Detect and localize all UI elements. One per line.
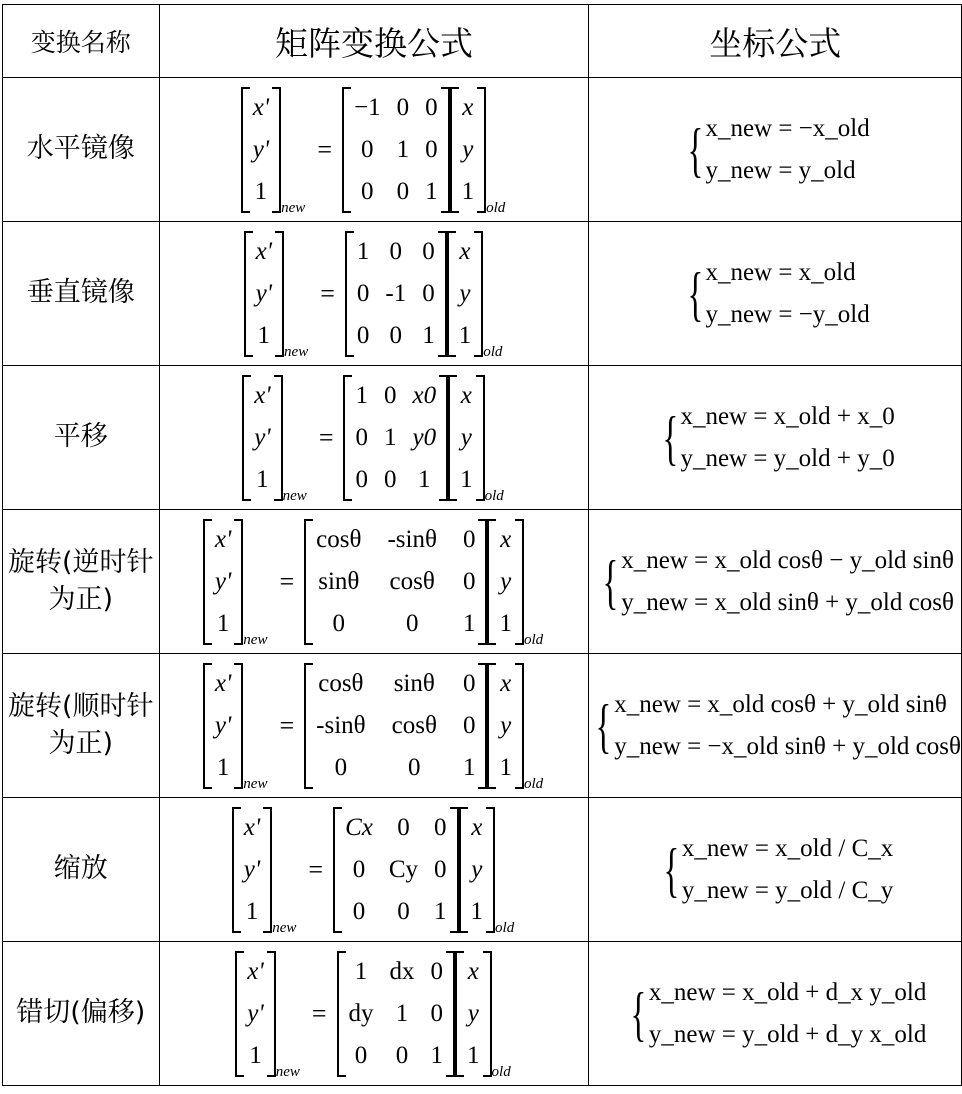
matrix-entry: 0 <box>462 711 476 739</box>
vector-entry: x' <box>254 381 271 409</box>
equals-sign: = <box>320 278 335 308</box>
table-row <box>3 798 962 942</box>
vector-new <box>232 807 272 933</box>
matrix-entry: 0 <box>425 135 438 163</box>
matrix-entry: x0 <box>412 381 437 409</box>
matrix-entry: 0 <box>462 525 476 553</box>
coordinate-formula <box>589 942 962 1086</box>
matrix-entry: 1 <box>430 1041 444 1069</box>
vector-entry: y' <box>214 711 232 739</box>
transform-name: 垂直镜像 <box>3 222 160 366</box>
subscript-new: new <box>243 631 268 648</box>
coordinate-formula <box>589 798 962 942</box>
matrix-entry: 0 <box>389 237 403 265</box>
left-brace: { <box>687 116 703 183</box>
matrix-formula <box>159 78 589 222</box>
vector-entry: x <box>460 381 472 409</box>
matrix-entry: 1 <box>425 177 438 205</box>
formula-line: y_new = y_old + d_y x_old <box>648 1020 927 1048</box>
formula-line: x_new = x_old + d_x y_old <box>648 978 927 1006</box>
matrix-formula <box>159 798 589 942</box>
vector-entry: y' <box>243 855 261 883</box>
matrix-entry: 0 <box>355 465 368 493</box>
matrix-formula <box>159 366 589 510</box>
vector-entry: 1 <box>257 321 271 349</box>
matrix-entry: -sinθ <box>316 711 366 739</box>
formula-line: x_new = x_old + x_0 <box>680 402 895 430</box>
table-row <box>3 942 962 1086</box>
matrix-entry: 0 <box>434 813 447 841</box>
vector-entry: y <box>471 855 483 883</box>
matrix-entry: 0 <box>462 567 476 595</box>
matrix-entry: cosθ <box>316 525 362 553</box>
header-coordinate-formula: 坐标公式 <box>589 5 962 78</box>
vector-entry: 1 <box>499 609 512 637</box>
matrix-entry: 0 <box>422 237 435 265</box>
vector-entry: 1 <box>470 897 484 925</box>
vector-old <box>448 375 485 501</box>
matrix-entry: cosθ <box>389 567 435 595</box>
vector-entry: x <box>459 237 471 265</box>
vector-entry: y <box>462 135 474 163</box>
transform-matrix <box>304 519 487 645</box>
matrix-entry: sinθ <box>318 567 360 595</box>
vector-entry: y' <box>252 135 270 163</box>
formula-line: x_new = x_old / C_x <box>681 834 894 862</box>
matrix-entry: 1 <box>396 135 410 163</box>
transform-name: 错切(偏移) <box>3 942 160 1086</box>
vector-old <box>487 663 524 789</box>
subscript-old: old <box>486 199 506 216</box>
subscript-new: new <box>281 199 306 216</box>
subscript-old: old <box>523 775 544 792</box>
subscript-old: old <box>483 343 503 360</box>
vector-entry: y <box>500 567 512 595</box>
vector-entry: 1 <box>254 177 268 205</box>
transform-matrix <box>343 375 448 501</box>
vector-new <box>203 519 243 645</box>
vector-entry: y' <box>214 567 232 595</box>
matrix-entry: 1 <box>434 897 447 925</box>
matrix-entry: 0 <box>356 321 370 349</box>
matrix-entry: 0 <box>462 669 476 697</box>
subscript-new: new <box>243 775 268 792</box>
coordinate-formula <box>589 654 962 798</box>
vector-new <box>244 231 284 357</box>
equals-sign: = <box>308 854 324 884</box>
transform-name: 旋转(逆时针为正) <box>3 510 160 654</box>
vector-entry: x <box>462 93 474 121</box>
subscript-new: new <box>272 919 297 936</box>
transform-matrix <box>333 807 458 933</box>
formula-line: x_new = x_old cosθ − y_old sinθ <box>621 546 954 574</box>
matrix-entry: 0 <box>422 279 435 307</box>
matrix-entry: sinθ <box>393 669 435 697</box>
left-brace: { <box>662 404 678 471</box>
vector-entry: x <box>467 957 479 985</box>
matrix-entry: 0 <box>395 1041 409 1069</box>
vector-new <box>203 663 243 789</box>
equals-sign: = <box>311 998 327 1028</box>
subscript-new: new <box>284 343 309 360</box>
matrix-entry: 0 <box>425 93 438 121</box>
formula-line: x_new = −x_old <box>705 114 870 142</box>
vector-entry: 1 <box>256 465 269 493</box>
matrix-entry: 0 <box>396 177 410 205</box>
matrix-entry: 1 <box>356 237 370 265</box>
matrix-formula <box>159 222 589 366</box>
matrix-entry: Cx <box>345 813 373 841</box>
vector-entry: y' <box>254 423 271 451</box>
equals-sign: = <box>279 566 295 596</box>
subscript-old: old <box>491 1063 511 1080</box>
transform-name: 水平镜像 <box>3 78 160 222</box>
vector-entry: 1 <box>499 753 512 781</box>
table-row <box>3 366 962 510</box>
subscript-new: new <box>275 1063 300 1080</box>
vector-entry: x <box>471 813 483 841</box>
coordinate-formula <box>589 366 962 510</box>
vector-old <box>450 87 487 213</box>
vector-entry: x' <box>247 957 264 985</box>
formula-line: y_new = y_old / C_y <box>681 876 894 904</box>
vector-entry: x <box>500 669 512 697</box>
subscript-old: old <box>523 631 544 648</box>
matrix-entry: 0 <box>355 423 368 451</box>
formula-line: x_new = x_old <box>705 258 856 286</box>
formula-line: y_new = x_old sinθ + y_old cosθ <box>621 588 954 616</box>
vector-entry: 1 <box>461 177 475 205</box>
vector-entry: x' <box>243 813 261 841</box>
matrix-entry: 1 <box>422 321 435 349</box>
vector-entry: x' <box>252 93 270 121</box>
left-brace: { <box>602 548 619 615</box>
vector-entry: 1 <box>467 1041 480 1069</box>
matrix-formula <box>159 942 589 1086</box>
matrix-entry: -1 <box>385 279 407 307</box>
vector-entry: x <box>500 525 512 553</box>
matrix-entry: 0 <box>383 465 397 493</box>
matrix-entry: 0 <box>430 999 444 1027</box>
equals-sign: = <box>318 422 334 452</box>
matrix-entry: 0 <box>334 753 348 781</box>
coordinate-formula <box>589 222 962 366</box>
equals-sign: = <box>279 710 295 740</box>
vector-entry: y <box>467 999 479 1027</box>
coordinate-formula <box>589 510 962 654</box>
vector-entry: y' <box>255 279 273 307</box>
matrix-entry: 1 <box>418 465 431 493</box>
matrix-entry: 0 <box>354 1041 368 1069</box>
coordinate-formula <box>589 78 962 222</box>
matrix-entry: dy <box>348 999 374 1027</box>
matrix-entry: 1 <box>462 753 476 781</box>
vector-new <box>241 87 281 213</box>
matrix-entry: cosθ <box>391 711 437 739</box>
formula-line: x_new = x_old cosθ + y_old sinθ <box>614 690 947 718</box>
transform-matrix <box>345 231 447 357</box>
vector-entry: 1 <box>216 609 230 637</box>
vector-entry: y <box>459 279 471 307</box>
vector-new <box>235 951 275 1077</box>
matrix-entry: 0 <box>397 897 410 925</box>
vector-entry: y <box>500 711 512 739</box>
matrix-entry: 1 <box>462 609 476 637</box>
vector-entry: 1 <box>460 465 473 493</box>
vector-entry: x' <box>214 669 232 697</box>
vector-entry: 1 <box>249 1041 262 1069</box>
vector-entry: 1 <box>245 897 259 925</box>
matrix-entry: 0 <box>396 93 410 121</box>
matrix-entry: −1 <box>353 93 381 121</box>
header-matrix-formula: 矩阵变换公式 <box>159 5 589 78</box>
vector-old <box>447 231 484 357</box>
transform-matrix <box>304 663 487 789</box>
matrix-entry: 0 <box>383 381 397 409</box>
vector-entry: x' <box>255 237 273 265</box>
vector-old <box>455 951 492 1077</box>
vector-entry: x' <box>214 525 232 553</box>
transform-matrix <box>337 951 456 1077</box>
matrix-entry: 0 <box>389 321 403 349</box>
left-brace: { <box>595 692 612 759</box>
matrix-entry: 0 <box>352 897 366 925</box>
matrix-entry: Cy <box>388 855 419 883</box>
matrix-entry: 0 <box>408 753 421 781</box>
transform-matrix <box>342 87 450 213</box>
matrix-entry: dx <box>389 957 415 985</box>
vector-new <box>242 375 282 501</box>
formula-line: y_new = y_old + y_0 <box>680 444 895 472</box>
matrix-entry: 0 <box>332 609 346 637</box>
matrix-entry: 1 <box>383 423 397 451</box>
vector-entry: y' <box>247 999 264 1027</box>
matrix-entry: 1 <box>354 957 368 985</box>
matrix-entry: 1 <box>395 999 409 1027</box>
vector-old <box>487 519 524 645</box>
matrix-entry: 0 <box>397 813 410 841</box>
transform-name: 缩放 <box>3 798 160 942</box>
matrix-formula <box>159 654 589 798</box>
transform-name: 旋转(顺时针为正) <box>3 654 160 798</box>
equals-sign: = <box>317 134 332 164</box>
formula-line: y_new = −x_old sinθ + y_old cosθ <box>614 732 961 760</box>
left-brace: { <box>630 980 647 1047</box>
subscript-old: old <box>495 919 515 936</box>
matrix-entry: 0 <box>361 135 374 163</box>
vector-old <box>459 807 496 933</box>
table-row <box>3 222 962 366</box>
transform-table <box>2 4 962 1086</box>
matrix-formula <box>159 510 589 654</box>
matrix-entry: 1 <box>355 381 368 409</box>
left-brace: { <box>687 260 703 327</box>
matrix-entry: 0 <box>361 177 374 205</box>
left-brace: { <box>663 836 680 903</box>
table-row <box>3 510 962 654</box>
matrix-entry: cosθ <box>318 669 364 697</box>
matrix-entry: y0 <box>412 423 437 451</box>
header-transform-name: 变换名称 <box>3 5 160 78</box>
header-row <box>3 5 962 78</box>
vector-entry: y <box>460 423 472 451</box>
subscript-old: old <box>484 487 504 504</box>
vector-entry: 1 <box>216 753 230 781</box>
matrix-entry: 0 <box>356 279 370 307</box>
matrix-entry: 0 <box>430 957 444 985</box>
table-row <box>3 78 962 222</box>
matrix-entry: 0 <box>352 855 366 883</box>
transform-name: 平移 <box>3 366 160 510</box>
matrix-entry: -sinθ <box>387 525 437 553</box>
vector-entry: 1 <box>458 321 472 349</box>
table-row <box>3 654 962 798</box>
matrix-entry: 0 <box>434 855 447 883</box>
formula-line: y_new = y_old <box>705 156 856 184</box>
formula-line: y_new = −y_old <box>705 300 870 328</box>
subscript-new: new <box>282 487 307 504</box>
matrix-entry: 0 <box>405 609 419 637</box>
